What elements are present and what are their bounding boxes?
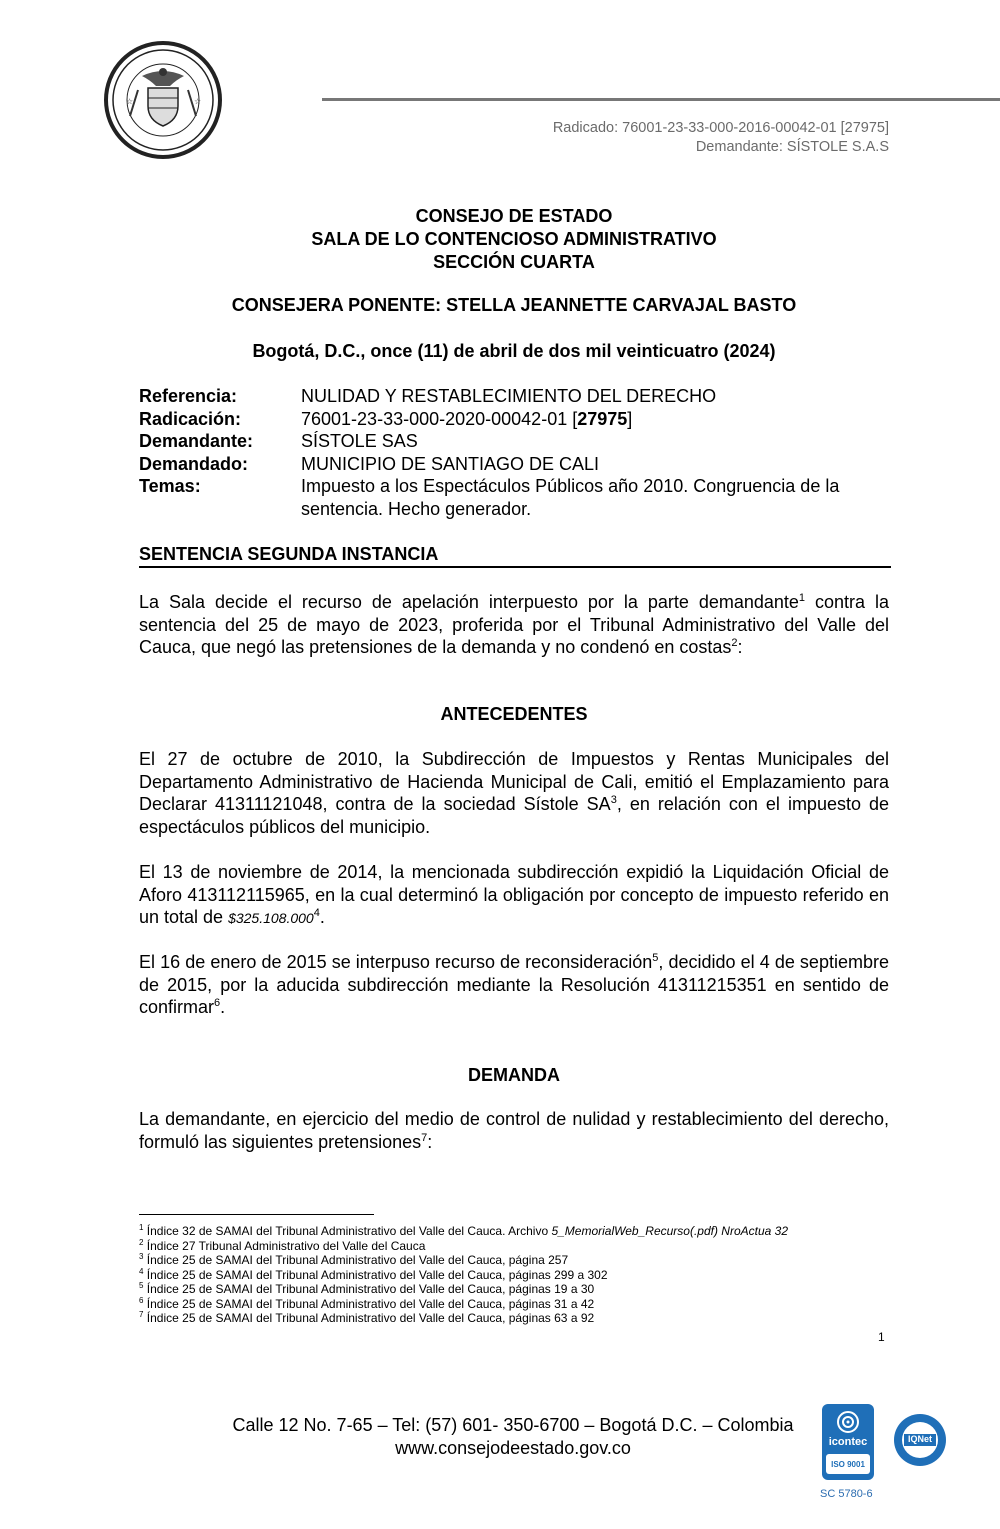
footnote-ref-2[interactable]: 2 [731, 637, 738, 649]
reference-table [139, 385, 891, 520]
demanda-text-b: : [427, 1131, 433, 1152]
footnote-ref-1[interactable]: 1 [798, 592, 806, 604]
footnote-number: 4 [139, 1266, 144, 1276]
icontec-certification-logo [820, 1402, 876, 1482]
ponente-line: CONSEJERA PONENTE: STELLA JEANNETTE CARVAJAL BASTO [231, 295, 797, 315]
court-title [139, 205, 889, 274]
demandado-label: Demandado: [139, 453, 249, 474]
demandado-row [139, 453, 891, 476]
footnote-ref-3[interactable]: 3 [610, 794, 617, 806]
footnote-ref-7[interactable]: 7 [421, 1131, 428, 1144]
court-section: SECCIÓN CUARTA [433, 252, 595, 272]
footer-address: Calle 12 No. 7-65 – Tel: (57) 601- 350-6700 – Bogotá D.C. – Colombia [232, 1415, 794, 1435]
temas-row [139, 475, 891, 520]
antecedentes-text-2a: El 13 de noviembre de 2014, la mencionada subdirección expidió la Liquidación Oficial de Aforo 413112115965, en la cual determinó la obligación por concepto de impuesto referido en un total de [139, 862, 889, 927]
intro-text-1: La Sala decide el recurso de apelación interpuesto por la parte demandante [139, 592, 799, 612]
footer-contact [180, 1414, 846, 1459]
intro-text-3: : [737, 637, 743, 657]
demanda-text-a: La demandante, en ejercicio del medio de control de nulidad y restablecimiento del derecho, formuló las siguientes pretensiones [139, 1109, 889, 1152]
footnote-item [139, 1297, 899, 1312]
footnote-number: 7 [139, 1310, 144, 1319]
demandante-row [139, 430, 891, 453]
antecedentes-text-3b: , decidido el 4 de septiembre de 2015, por la aducida subdirección mediante la Resolución 41311215351 en sentido de confirmar [139, 952, 889, 1017]
date-line: Bogotá, D.C., once (11) de abril de dos mil veinticuatro (2024) [252, 341, 776, 361]
antecedentes-paragraph-1 [139, 748, 889, 838]
referencia-value: NULIDAD Y RESTABLECIMIENTO DEL DERECHO [301, 386, 717, 406]
demandante-value: SÍSTOLE SAS [301, 431, 418, 451]
referencia-label: Referencia: [139, 386, 238, 406]
footnote-item [139, 1224, 899, 1239]
page-number: 1 [878, 1330, 885, 1344]
court-name: CONSEJO DE ESTADO [415, 206, 613, 226]
demandante-label: Demandante: [139, 431, 254, 451]
footnote-number: 2 [139, 1237, 144, 1247]
footnote-text: Índice 25 de SAMAI del Tribunal Administrativo del Valle del Cauca, páginas 19 a 30 [143, 1282, 595, 1296]
radicacion-internal: 27975 [577, 408, 628, 429]
iqnet-certification-logo [892, 1412, 948, 1468]
radicacion-row [139, 408, 891, 431]
icontec-label: icontec [828, 1436, 868, 1448]
footnote-ref-5[interactable]: 5 [652, 952, 659, 964]
svg-text:☆: ☆ [126, 97, 134, 106]
header-divider [322, 98, 1000, 101]
footer-website-link[interactable]: www.consejodeestado.gov.co [395, 1437, 631, 1458]
sentencia-heading: SENTENCIA SEGUNDA INSTANCIA [139, 543, 891, 568]
running-header [553, 119, 889, 157]
running-header-radicado: Radicado: 76001-23-33-000-2016-00042-01 [27975] [552, 120, 889, 136]
radicacion-value [301, 408, 891, 431]
demanda-paragraph [139, 1108, 889, 1153]
certificate-code: SC 5780-6 [820, 1488, 873, 1500]
running-header-demandante: Demandante: SÍSTOLE S.A.S [695, 139, 889, 155]
footnote-text: Índice 25 de SAMAI del Tribunal Administrativo del Valle del Cauca, páginas 63 a 92 [143, 1311, 595, 1325]
svg-text:☆: ☆ [194, 97, 202, 106]
footnote-number: 6 [139, 1295, 144, 1305]
footnote-ref-6[interactable]: 6 [214, 997, 221, 1009]
radicacion-label: Radicación: [139, 408, 242, 429]
antecedentes-text-3a: El 16 de enero de 2015 se interpuso recurso de reconsideración [139, 952, 653, 972]
amount-value: $325.108.000 [228, 910, 314, 926]
demanda-heading: DEMANDA [468, 1065, 560, 1085]
footnote-item [139, 1311, 899, 1326]
footnotes [139, 1224, 899, 1326]
temas-value: Impuesto a los Espectáculos Públicos año 2010. Congruencia de la sentencia. Hecho generador. [301, 476, 840, 519]
iso-label: ISO 9001 [831, 1460, 865, 1469]
footnote-text: Índice 27 Tribunal Administrativo del Valle del Cauca [143, 1238, 426, 1253]
footnote-separator [139, 1214, 374, 1215]
antecedentes-text-2b: . [319, 907, 325, 927]
antecedentes-text-3c: . [220, 997, 226, 1017]
antecedentes-heading: ANTECEDENTES [440, 704, 588, 724]
radicacion-number: 76001-23-33-000-2020-00042-01 [ [301, 408, 578, 429]
antecedentes-paragraph-2 [139, 861, 889, 930]
antecedentes-text-1b: , en relación con el impuesto de espectáculos públicos del municipio. [139, 794, 890, 837]
footnote-item [139, 1282, 899, 1297]
footnote-number: 1 [139, 1223, 144, 1232]
iqnet-label: IQNet [907, 1434, 932, 1444]
demandado-value: MUNICIPIO DE SANTIAGO DE CALI [301, 453, 600, 474]
footnote-number: 3 [139, 1252, 144, 1261]
antecedentes-paragraph-3 [139, 951, 889, 1019]
footnote-ref-4[interactable]: 4 [313, 907, 320, 919]
footnote-text: Índice 25 de SAMAI del Tribunal Administrativo del Valle del Cauca, página 257 [143, 1253, 569, 1267]
court-chamber: SALA DE LO CONTENCIOSO ADMINISTRATIVO [311, 229, 717, 249]
intro-paragraph [139, 591, 889, 659]
footnote-italic: 5_MemorialWeb_Recurso(.pdf) NroActua 32 [551, 1224, 789, 1238]
footnote-item [139, 1239, 899, 1254]
footnote-item [139, 1253, 899, 1268]
footnote-text: Índice 25 de SAMAI del Tribunal Administrativo del Valle del Cauca, páginas 299 a 302 [143, 1267, 608, 1282]
antecedentes-text-1a: El 27 de octubre de 2010, la Subdirección de Impuestos y Rentas Municipales del Departamento Administrativo de Hacienda Municipal de Cali, emitió el Emplazamiento para Declarar 41311121048, contra de la sociedad Sístole SA [139, 749, 889, 814]
footnote-text: Índice 32 de SAMAI del Tribunal Administrativo del Valle del Cauca. Archivo [143, 1224, 552, 1238]
consejo-de-estado-seal [104, 32, 222, 168]
reference-row [139, 385, 891, 408]
radicacion-close: ] [627, 408, 633, 429]
temas-label: Temas: [139, 476, 201, 496]
intro-text-2: contra la sentencia del 25 de mayo de 2023, proferida por el Tribunal Administrativo del Valle del Cauca, que negó las pretensiones de la demanda y no condenó en costas [139, 592, 889, 657]
footnote-number: 5 [139, 1281, 144, 1290]
footnote-item [139, 1268, 899, 1283]
footnote-text: Índice 25 de SAMAI del Tribunal Administrativo del Valle del Cauca, páginas 31 a 42 [143, 1296, 595, 1311]
